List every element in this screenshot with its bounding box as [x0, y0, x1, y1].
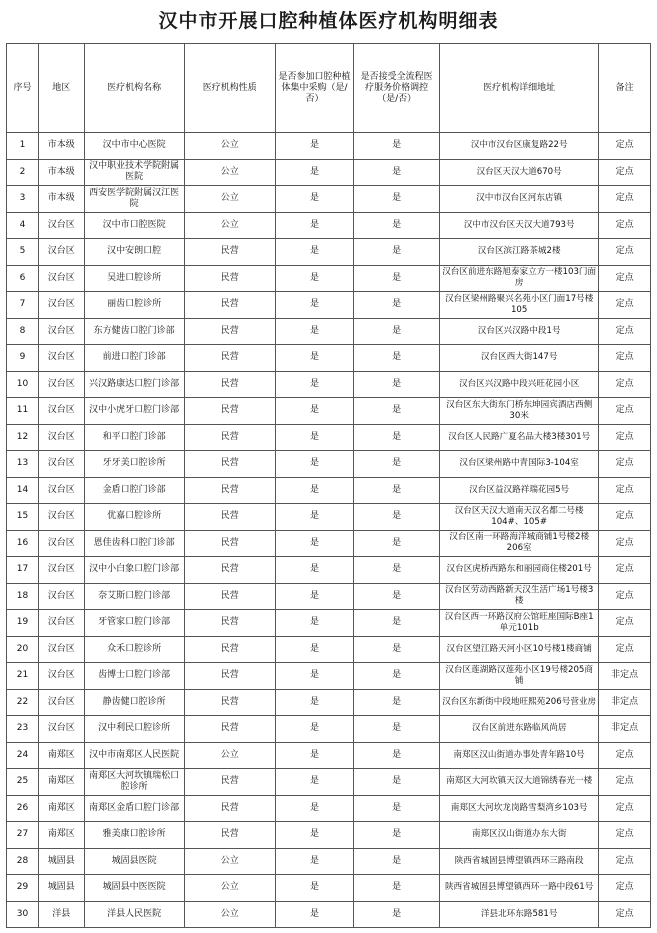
cell-name: 牙牙美口腔诊所: [84, 451, 184, 478]
cell-procurement: 是: [275, 318, 354, 345]
cell-address: 汉台区西大街147号: [440, 345, 599, 372]
header-area: 地区: [39, 44, 84, 133]
cell-type: 民营: [184, 636, 275, 663]
cell-price-control: 是: [354, 663, 440, 690]
cell-name: 汉中小白象口腔门诊部: [84, 557, 184, 584]
cell-note: 定点: [599, 318, 651, 345]
cell-procurement: 是: [275, 265, 354, 292]
cell-address: 南郑区汉山街道办东大街: [440, 822, 599, 849]
cell-price-control: 是: [354, 530, 440, 557]
cell-type: 民营: [184, 424, 275, 451]
cell-area: 洋县: [39, 901, 84, 928]
cell-no: 10: [7, 371, 39, 398]
cell-procurement: 是: [275, 663, 354, 690]
cell-procurement: 是: [275, 212, 354, 239]
cell-address: 汉台区望江路天河小区10号楼1楼商铺: [440, 636, 599, 663]
cell-procurement: 是: [275, 398, 354, 425]
cell-no: 5: [7, 239, 39, 266]
cell-address: 汉台区东大街东门桥东坤园宾酒店西侧30米: [440, 398, 599, 425]
table-row: [7, 848, 651, 875]
cell-note: 定点: [599, 451, 651, 478]
table-row: [7, 239, 651, 266]
cell-type: 民营: [184, 769, 275, 796]
cell-area: 汉台区: [39, 557, 84, 584]
table-row: [7, 901, 651, 928]
cell-area: 汉台区: [39, 610, 84, 637]
cell-address: 汉台区南一环路海洋城商铺1号楼2楼206室: [440, 530, 599, 557]
cell-price-control: 是: [354, 769, 440, 796]
cell-procurement: 是: [275, 345, 354, 372]
cell-procurement: 是: [275, 822, 354, 849]
header-name: 医疗机构名称: [84, 44, 184, 133]
cell-no: 3: [7, 186, 39, 213]
cell-type: 民营: [184, 610, 275, 637]
cell-name: 东方健齿口腔门诊部: [84, 318, 184, 345]
cell-name: 洋县人民医院: [84, 901, 184, 928]
table-row: [7, 822, 651, 849]
cell-type: 公立: [184, 159, 275, 186]
cell-type: 民营: [184, 239, 275, 266]
table-row: [7, 504, 651, 531]
cell-no: 1: [7, 133, 39, 160]
table-row: [7, 716, 651, 743]
cell-address: 汉台区前进东路临风尚居: [440, 716, 599, 743]
cell-type: 民营: [184, 557, 275, 584]
institution-table: [6, 43, 651, 928]
cell-note: 定点: [599, 583, 651, 610]
cell-no: 6: [7, 265, 39, 292]
cell-type: 民营: [184, 583, 275, 610]
cell-area: 汉台区: [39, 504, 84, 531]
cell-price-control: 是: [354, 292, 440, 319]
cell-address: 汉台区东新街中段地旺熙苑206号营业房: [440, 689, 599, 716]
cell-price-control: 是: [354, 265, 440, 292]
cell-note: 定点: [599, 610, 651, 637]
cell-price-control: 是: [354, 742, 440, 769]
cell-no: 2: [7, 159, 39, 186]
cell-price-control: 是: [354, 610, 440, 637]
cell-price-control: 是: [354, 345, 440, 372]
cell-note: 定点: [599, 292, 651, 319]
cell-note: 定点: [599, 848, 651, 875]
cell-note: 定点: [599, 424, 651, 451]
table-row: [7, 663, 651, 690]
cell-name: 兴汉路康达口腔门诊部: [84, 371, 184, 398]
cell-address: 陕西省城固县博望镇西环三路南段: [440, 848, 599, 875]
cell-price-control: 是: [354, 451, 440, 478]
cell-procurement: 是: [275, 186, 354, 213]
cell-procurement: 是: [275, 636, 354, 663]
cell-note: 定点: [599, 133, 651, 160]
cell-procurement: 是: [275, 451, 354, 478]
cell-name: 汉中职业技术学院附属医院: [84, 159, 184, 186]
cell-area: 汉台区: [39, 689, 84, 716]
cell-name: 汉中市中心医院: [84, 133, 184, 160]
cell-note: 定点: [599, 239, 651, 266]
table-row: [7, 212, 651, 239]
cell-name: 西安医学院附属汉江医院: [84, 186, 184, 213]
table-row: [7, 186, 651, 213]
cell-address: 南郑区大河坎镇天汉大道锦绣春光一楼: [440, 769, 599, 796]
table-body: [7, 133, 651, 928]
cell-area: 汉台区: [39, 716, 84, 743]
cell-area: 汉台区: [39, 451, 84, 478]
cell-price-control: 是: [354, 901, 440, 928]
cell-no: 25: [7, 769, 39, 796]
cell-area: 市本级: [39, 186, 84, 213]
cell-name: 牙管家口腔门诊部: [84, 610, 184, 637]
cell-area: 汉台区: [39, 371, 84, 398]
cell-type: 公立: [184, 742, 275, 769]
cell-procurement: 是: [275, 239, 354, 266]
cell-procurement: 是: [275, 742, 354, 769]
cell-address: 汉台区人民路广夏名品大楼3楼301号: [440, 424, 599, 451]
table-row: [7, 133, 651, 160]
cell-no: 19: [7, 610, 39, 637]
cell-area: 汉台区: [39, 265, 84, 292]
document-title: 汉中市开展口腔种植体医疗机构明细表: [158, 10, 499, 32]
cell-area: 汉台区: [39, 398, 84, 425]
cell-note: 定点: [599, 504, 651, 531]
cell-area: 城固县: [39, 875, 84, 902]
table-row: [7, 424, 651, 451]
table-row: [7, 292, 651, 319]
cell-name: 城固县医院: [84, 848, 184, 875]
cell-address: 汉台区前进东路旭泰家立方一楼103门面房: [440, 265, 599, 292]
cell-price-control: 是: [354, 504, 440, 531]
cell-area: 汉台区: [39, 212, 84, 239]
cell-area: 汉台区: [39, 424, 84, 451]
cell-no: 7: [7, 292, 39, 319]
cell-area: 汉台区: [39, 636, 84, 663]
cell-name: 前进口腔门诊部: [84, 345, 184, 372]
cell-type: 公立: [184, 848, 275, 875]
cell-procurement: 是: [275, 557, 354, 584]
cell-procurement: 是: [275, 583, 354, 610]
cell-name: 金盾口腔门诊部: [84, 477, 184, 504]
cell-address: 汉中市汉台区康复路22号: [440, 133, 599, 160]
cell-address: 汉台区兴汉路中段1号: [440, 318, 599, 345]
cell-price-control: 是: [354, 212, 440, 239]
cell-note: 定点: [599, 398, 651, 425]
cell-no: 14: [7, 477, 39, 504]
cell-type: 民营: [184, 318, 275, 345]
cell-procurement: 是: [275, 848, 354, 875]
cell-name: 奈艾斯口腔门诊部: [84, 583, 184, 610]
cell-type: 民营: [184, 371, 275, 398]
cell-name: 汉中安朗口腔: [84, 239, 184, 266]
cell-address: 汉台区劳动西路新天汉生活广场1号楼3楼: [440, 583, 599, 610]
cell-address: 汉台区莲湖路汉莲苑小区19号楼205商铺: [440, 663, 599, 690]
cell-name: 众禾口腔诊所: [84, 636, 184, 663]
cell-address: 汉中市汉台区河东店镇: [440, 186, 599, 213]
cell-type: 公立: [184, 875, 275, 902]
cell-no: 15: [7, 504, 39, 531]
cell-name: 汉中市南郑区人民医院: [84, 742, 184, 769]
cell-price-control: 是: [354, 159, 440, 186]
cell-name: 南郑区大河坎镇瑞松口腔诊所: [84, 769, 184, 796]
cell-area: 城固县: [39, 848, 84, 875]
cell-no: 20: [7, 636, 39, 663]
cell-note: 定点: [599, 530, 651, 557]
cell-price-control: 是: [354, 371, 440, 398]
cell-procurement: 是: [275, 795, 354, 822]
cell-address: 汉台区梁州路中青国际3-104室: [440, 451, 599, 478]
cell-area: 汉台区: [39, 477, 84, 504]
cell-procurement: 是: [275, 689, 354, 716]
cell-procurement: 是: [275, 292, 354, 319]
cell-no: 18: [7, 583, 39, 610]
cell-price-control: 是: [354, 689, 440, 716]
table-row: [7, 795, 651, 822]
cell-no: 27: [7, 822, 39, 849]
cell-note: 非定点: [599, 716, 651, 743]
cell-area: 汉台区: [39, 530, 84, 557]
cell-no: 13: [7, 451, 39, 478]
cell-type: 民营: [184, 345, 275, 372]
cell-type: 民营: [184, 663, 275, 690]
cell-note: 定点: [599, 477, 651, 504]
cell-procurement: 是: [275, 716, 354, 743]
cell-area: 汉台区: [39, 318, 84, 345]
cell-price-control: 是: [354, 716, 440, 743]
cell-no: 23: [7, 716, 39, 743]
cell-area: 南郑区: [39, 769, 84, 796]
cell-price-control: 是: [354, 795, 440, 822]
cell-type: 公立: [184, 186, 275, 213]
cell-no: 26: [7, 795, 39, 822]
cell-area: 汉台区: [39, 663, 84, 690]
cell-price-control: 是: [354, 186, 440, 213]
cell-address: 南郑区大河坎龙岗路雪梨湾乡103号: [440, 795, 599, 822]
header-type: 医疗机构性质: [184, 44, 275, 133]
cell-procurement: 是: [275, 424, 354, 451]
cell-area: 汉台区: [39, 239, 84, 266]
cell-name: 和平口腔门诊部: [84, 424, 184, 451]
cell-area: 市本级: [39, 159, 84, 186]
cell-note: 定点: [599, 822, 651, 849]
cell-address: 汉中市汉台区天汉大道793号: [440, 212, 599, 239]
table-row: [7, 636, 651, 663]
cell-name: 雅美康口腔诊所: [84, 822, 184, 849]
cell-note: 定点: [599, 742, 651, 769]
cell-note: 定点: [599, 875, 651, 902]
cell-price-control: 是: [354, 583, 440, 610]
header-address: 医疗机构详细地址: [440, 44, 599, 133]
cell-type: 民营: [184, 795, 275, 822]
cell-name: 恩佳齿科口腔门诊部: [84, 530, 184, 557]
cell-note: 定点: [599, 557, 651, 584]
cell-price-control: 是: [354, 318, 440, 345]
cell-note: 定点: [599, 795, 651, 822]
cell-area: 南郑区: [39, 795, 84, 822]
table-row: [7, 477, 651, 504]
cell-price-control: 是: [354, 848, 440, 875]
cell-area: 汉台区: [39, 583, 84, 610]
cell-note: 定点: [599, 212, 651, 239]
table-row: [7, 557, 651, 584]
header-note: 备注: [599, 44, 651, 133]
cell-price-control: 是: [354, 133, 440, 160]
cell-address: 汉台区梁州路聚兴名苑小区门面17号楼105: [440, 292, 599, 319]
cell-name: 汉中利民口腔诊所: [84, 716, 184, 743]
cell-procurement: 是: [275, 371, 354, 398]
table-row: [7, 689, 651, 716]
cell-note: 定点: [599, 186, 651, 213]
table-row: [7, 451, 651, 478]
cell-no: 4: [7, 212, 39, 239]
cell-price-control: 是: [354, 636, 440, 663]
cell-no: 24: [7, 742, 39, 769]
cell-type: 公立: [184, 133, 275, 160]
cell-procurement: 是: [275, 901, 354, 928]
cell-address: 汉台区益汉路祥瑞花园5号: [440, 477, 599, 504]
cell-price-control: 是: [354, 239, 440, 266]
cell-no: 8: [7, 318, 39, 345]
cell-price-control: 是: [354, 477, 440, 504]
cell-type: 民营: [184, 504, 275, 531]
cell-address: 汉台区天汉大道670号: [440, 159, 599, 186]
cell-area: 南郑区: [39, 822, 84, 849]
cell-no: 29: [7, 875, 39, 902]
table-header: [7, 44, 651, 133]
cell-name: 吴进口腔诊所: [84, 265, 184, 292]
cell-name: 汉中市口腔医院: [84, 212, 184, 239]
cell-note: 定点: [599, 345, 651, 372]
cell-note: 非定点: [599, 689, 651, 716]
cell-price-control: 是: [354, 424, 440, 451]
cell-no: 9: [7, 345, 39, 372]
cell-no: 17: [7, 557, 39, 584]
cell-procurement: 是: [275, 504, 354, 531]
header-row: [7, 44, 651, 133]
cell-procurement: 是: [275, 875, 354, 902]
table-row: [7, 610, 651, 637]
cell-no: 28: [7, 848, 39, 875]
cell-price-control: 是: [354, 398, 440, 425]
cell-type: 民营: [184, 689, 275, 716]
cell-no: 16: [7, 530, 39, 557]
cell-note: 定点: [599, 371, 651, 398]
table-row: [7, 345, 651, 372]
cell-type: 民营: [184, 716, 275, 743]
cell-note: 定点: [599, 636, 651, 663]
cell-area: 南郑区: [39, 742, 84, 769]
cell-type: 民营: [184, 292, 275, 319]
table-row: [7, 875, 651, 902]
header-procurement: 是否参加口腔种植体集中采购（是/否）: [275, 44, 354, 133]
cell-procurement: 是: [275, 133, 354, 160]
cell-address: 汉台区西一环路汉府公馆旺座国际B座1单元101b: [440, 610, 599, 637]
cell-no: 12: [7, 424, 39, 451]
cell-type: 公立: [184, 901, 275, 928]
cell-price-control: 是: [354, 822, 440, 849]
cell-address: 汉台区虎桥西路东和丽园商住楼201号: [440, 557, 599, 584]
cell-address: 陕西省城固县博望镇西环一路中段61号: [440, 875, 599, 902]
table-row: [7, 371, 651, 398]
cell-type: 民营: [184, 530, 275, 557]
cell-type: 民营: [184, 477, 275, 504]
cell-type: 民营: [184, 265, 275, 292]
cell-name: 城固县中医医院: [84, 875, 184, 902]
table-row: [7, 742, 651, 769]
cell-name: 齿博士口腔门诊部: [84, 663, 184, 690]
cell-address: 汉台区滨江路茶城2楼: [440, 239, 599, 266]
cell-name: 优嘉口腔诊所: [84, 504, 184, 531]
cell-address: 汉台区兴汉路中段兴旺花园小区: [440, 371, 599, 398]
cell-procurement: 是: [275, 769, 354, 796]
cell-no: 11: [7, 398, 39, 425]
cell-address: 南郑区汉山街道办事处青年路10号: [440, 742, 599, 769]
cell-price-control: 是: [354, 557, 440, 584]
cell-procurement: 是: [275, 530, 354, 557]
cell-note: 定点: [599, 265, 651, 292]
cell-name: 汉中小虎牙口腔门诊部: [84, 398, 184, 425]
cell-no: 22: [7, 689, 39, 716]
cell-address: 洋县北环东路581号: [440, 901, 599, 928]
cell-name: 丽齿口腔诊所: [84, 292, 184, 319]
cell-price-control: 是: [354, 875, 440, 902]
cell-name: 静齿健口腔诊所: [84, 689, 184, 716]
table-row: [7, 159, 651, 186]
cell-note: 定点: [599, 159, 651, 186]
cell-name: 南郑区金盾口腔门诊部: [84, 795, 184, 822]
cell-procurement: 是: [275, 159, 354, 186]
header-no: 序号: [7, 44, 39, 133]
cell-type: 民营: [184, 451, 275, 478]
table-row: [7, 583, 651, 610]
cell-no: 21: [7, 663, 39, 690]
cell-procurement: 是: [275, 610, 354, 637]
cell-note: 定点: [599, 901, 651, 928]
cell-note: 定点: [599, 769, 651, 796]
table-row: [7, 265, 651, 292]
cell-type: 公立: [184, 212, 275, 239]
cell-type: 民营: [184, 822, 275, 849]
cell-note: 非定点: [599, 663, 651, 690]
table-row: [7, 398, 651, 425]
cell-address: 汉台区天汉大道南天汉名都二号楼104#、105#: [440, 504, 599, 531]
table-row: [7, 769, 651, 796]
cell-no: 30: [7, 901, 39, 928]
header-price-control: 是否接受全流程医疗服务价格调控（是/否）: [354, 44, 440, 133]
cell-procurement: 是: [275, 477, 354, 504]
cell-area: 市本级: [39, 133, 84, 160]
table-row: [7, 318, 651, 345]
cell-area: 汉台区: [39, 345, 84, 372]
table-row: [7, 530, 651, 557]
cell-type: 民营: [184, 398, 275, 425]
cell-area: 汉台区: [39, 292, 84, 319]
